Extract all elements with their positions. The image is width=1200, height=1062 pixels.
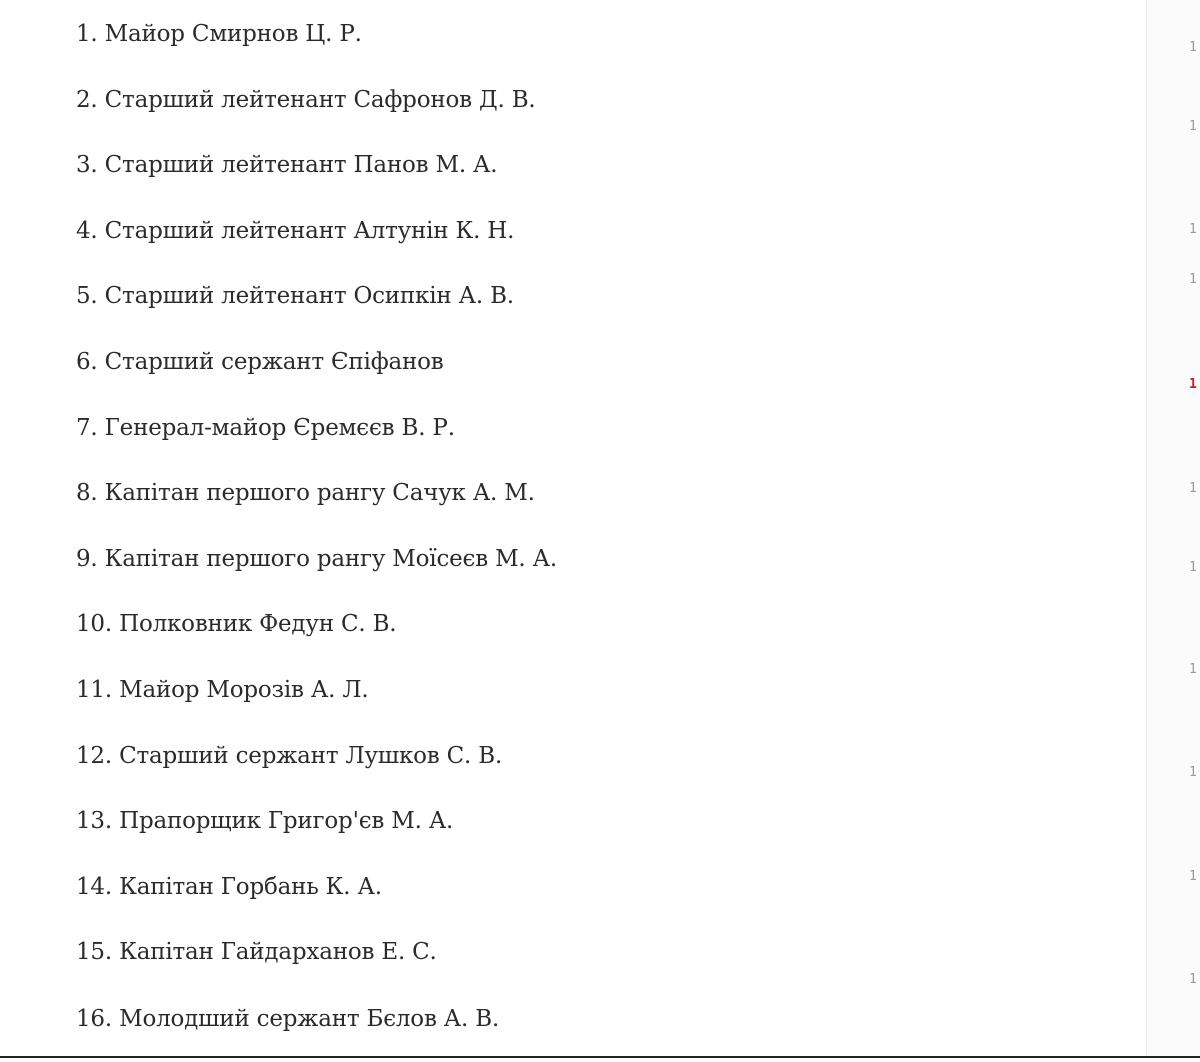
side-number: 1 xyxy=(1189,560,1197,575)
list-item: 10. Полковник Федун С. В. xyxy=(76,611,397,637)
list-item: 2. Старший лейтенант Сафронов Д. В. xyxy=(76,87,536,113)
list-item: 5. Старший лейтенант Осипкін А. В. xyxy=(76,283,514,309)
list-item: 1. Майор Смирнов Ц. Р. xyxy=(76,21,362,47)
side-number: 1 xyxy=(1189,222,1197,237)
side-number: 1 xyxy=(1189,662,1197,677)
side-number: 1 xyxy=(1189,972,1197,987)
side-number-highlighted: 1 xyxy=(1189,377,1197,392)
list-item: 6. Старший сержант Єпіфанов xyxy=(76,349,444,375)
side-number: 1 xyxy=(1189,481,1197,496)
side-number: 1 xyxy=(1189,272,1197,287)
list-item: 16. Молодший сержант Бєлов А. В. xyxy=(76,1006,500,1032)
side-number: 1 xyxy=(1189,40,1197,55)
list-item: 4. Старший лейтенант Алтунін К. Н. xyxy=(76,218,515,244)
list-item: 15. Капітан Гайдарханов Е. С. xyxy=(76,939,437,965)
side-number: 1 xyxy=(1189,869,1197,884)
list-item: 13. Прапорщик Григор'єв М. А. xyxy=(76,808,454,834)
list-item: 8. Капітан першого рангу Сачук А. М. xyxy=(76,480,535,506)
side-number: 1 xyxy=(1189,119,1197,134)
list-item: 3. Старший лейтенант Панов М. А. xyxy=(76,152,498,178)
bottom-divider xyxy=(0,1056,1200,1062)
list-item: 7. Генерал-майор Єремєєв В. Р. xyxy=(76,415,455,441)
list-item: 14. Капітан Горбань К. А. xyxy=(76,874,382,900)
side-panel xyxy=(1146,0,1200,1056)
list-item: 12. Старший сержант Лушков С. В. xyxy=(76,743,503,769)
side-number: 1 xyxy=(1189,765,1197,780)
list-item: 11. Майор Морозів А. Л. xyxy=(76,677,369,703)
list-item: 9. Капітан першого рангу Моїсеєв М. А. xyxy=(76,546,557,572)
